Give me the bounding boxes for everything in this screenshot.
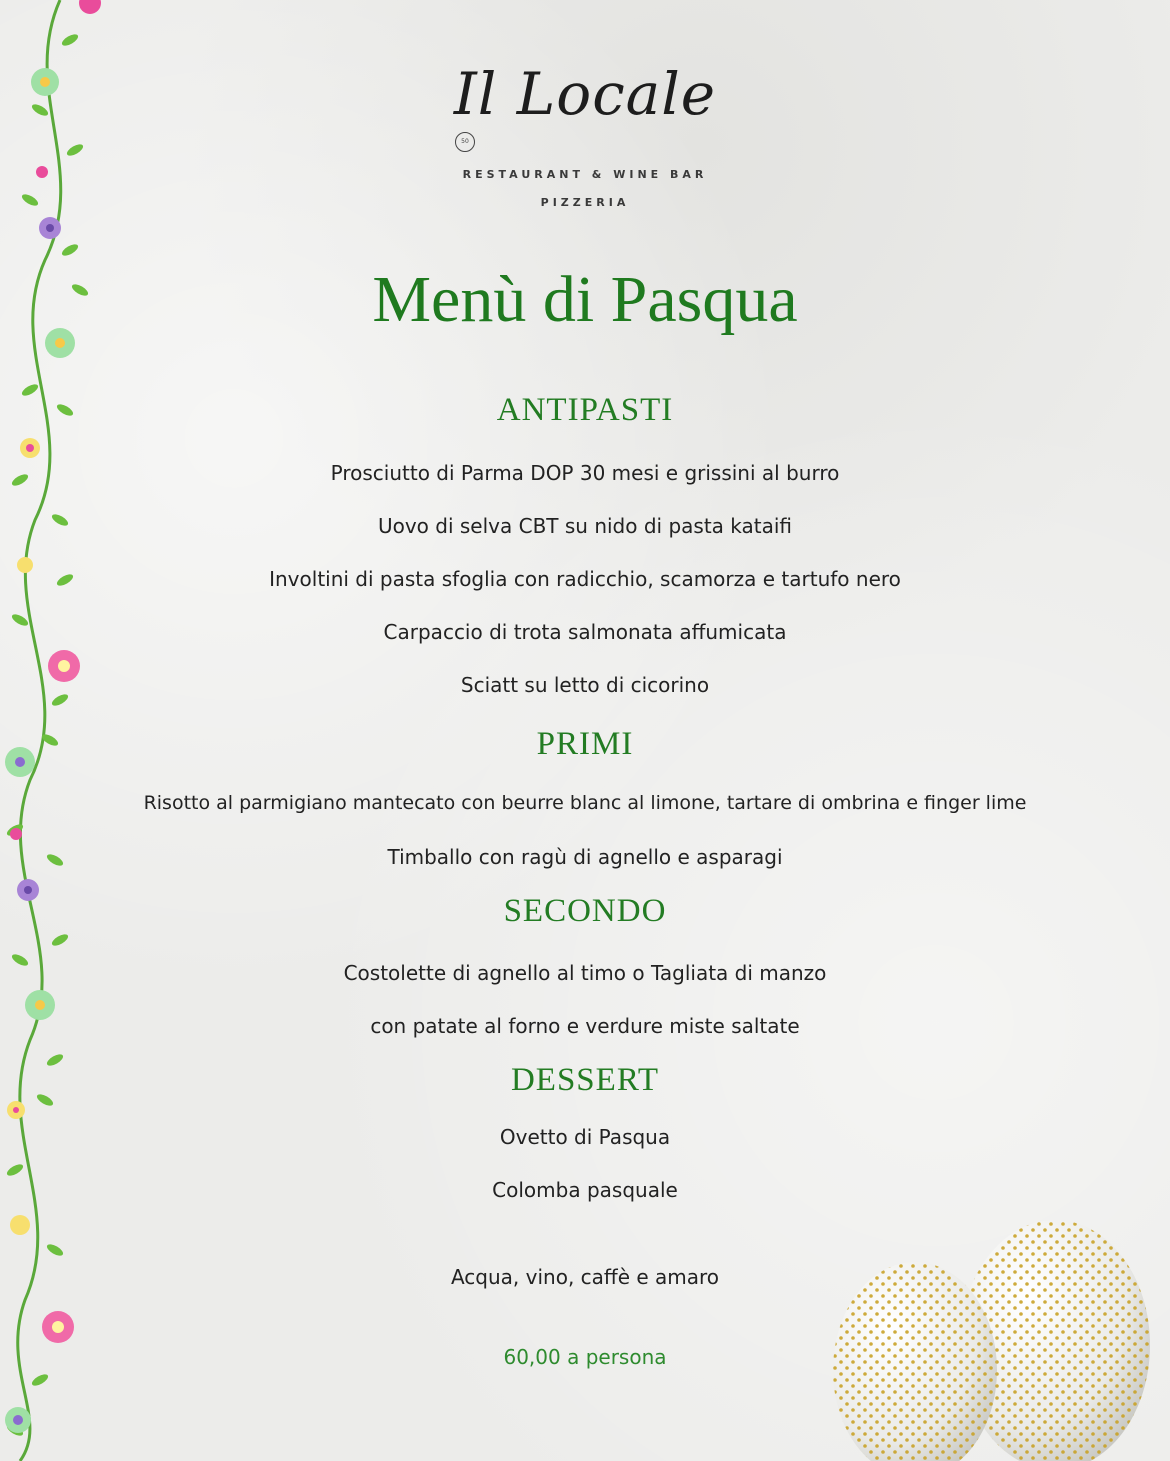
section-title-secondo: SECONDO xyxy=(503,893,667,929)
menu-item: Uovo di selva CBT su nido di pasta kataifi xyxy=(377,514,793,538)
menu-item: Timballo con ragù di agnello e asparagi xyxy=(387,845,783,869)
logo-badge: 50 xyxy=(455,132,475,152)
menu-item: Involtini di pasta sfoglia con radicchio, scamorza e tartufo nero xyxy=(269,567,901,591)
drinks-included: Acqua, vino, caffè e amaro xyxy=(450,1265,720,1289)
menu-item: Costolette di agnello al timo o Tagliata di manzo xyxy=(343,961,827,985)
menu-item: Ovetto di Pasqua xyxy=(499,1125,671,1149)
section-title-antipasti: ANTIPASTI xyxy=(496,392,674,428)
logo-tagline: RESTAURANT & WINE BAR xyxy=(462,168,708,181)
menu-item: Sciatt su letto di cicorino xyxy=(460,673,710,697)
menu-item: Prosciutto di Parma DOP 30 mesi e grissini al burro xyxy=(330,461,840,485)
menu-item: Carpaccio di trota salmonata affumicata xyxy=(383,620,787,644)
section-title-dessert: DESSERT xyxy=(510,1062,660,1098)
menu-item: con patate al forno e verdure miste saltate xyxy=(370,1014,800,1038)
menu-title: Menù di Pasqua xyxy=(372,263,798,336)
price: 60,00 a persona xyxy=(503,1345,667,1369)
menu-item: Colomba pasquale xyxy=(492,1178,678,1202)
logo-subtitle: PIZZERIA xyxy=(540,196,630,209)
logo-script-name: Il Locale xyxy=(453,60,717,128)
menu-item: Risotto al parmigiano mantecato con beurre blanc al limone, tartare di ombrina e finger lime xyxy=(143,792,1027,814)
section-title-primi: PRIMI xyxy=(536,726,634,762)
easter-eggs-decoration xyxy=(820,1185,1170,1461)
